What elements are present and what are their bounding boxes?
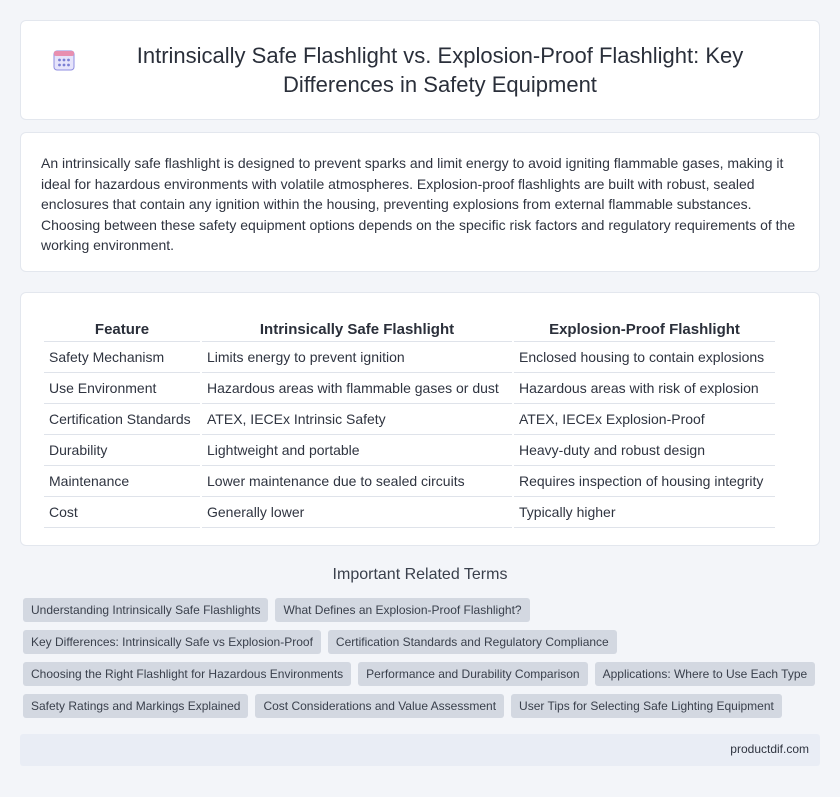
- related-term-tag[interactable]: Cost Considerations and Value Assessment: [255, 694, 504, 718]
- title-wrap: [21, 41, 819, 99]
- header-feature: Feature: [44, 317, 200, 342]
- table-row: [44, 435, 775, 466]
- related-term-tag[interactable]: Key Differences: Intrinsically Safe vs Explosion-Proof: [23, 630, 321, 654]
- intro-paragraph: An intrinsically safe flashlight is designed to prevent sparks and limit energy to avoid igniting flammable gases, making it ideal for hazardous environments with volatile atmospheres. Explosion-proof flashlights are built with robust, sealed enclosures that contain any ignition within the housing, preventing explosions from external flammable substances. Choosing between these safety equipment options depends on the specific risk factors and regulatory requirements of the working environment.: [41, 155, 796, 253]
- related-term-tag[interactable]: User Tips for Selecting Safe Lighting Equipment: [511, 694, 782, 718]
- related-term-tag[interactable]: Choosing the Right Flashlight for Hazardous Environments: [23, 662, 351, 686]
- page-title: Intrinsically Safe Flashlight vs. Explosion-Proof Flashlight: Key Differences in Safety Equipment: [136, 43, 744, 97]
- footer: [20, 734, 820, 766]
- header-card: [20, 20, 820, 120]
- table-row: [44, 404, 775, 435]
- related-term-tag[interactable]: What Defines an Explosion-Proof Flashlight?: [275, 598, 529, 622]
- table-row: [44, 342, 775, 373]
- related-terms-tags: [20, 592, 820, 718]
- table-cell: Lower maintenance due to sealed circuits: [202, 466, 512, 497]
- table-cell: Safety Mechanism: [44, 342, 200, 373]
- table-cell: ATEX, IECEx Intrinsic Safety: [202, 404, 512, 435]
- intro-card: [20, 132, 820, 272]
- table-cell: Certification Standards: [44, 404, 200, 435]
- header-explosion-proof: Explosion-Proof Flashlight: [514, 317, 775, 342]
- related-term-tag[interactable]: Safety Ratings and Markings Explained: [23, 694, 248, 718]
- table-cell: Enclosed housing to contain explosions: [514, 342, 775, 373]
- table-row: [44, 373, 775, 404]
- footer-site-link[interactable]: productdif.com: [730, 742, 809, 756]
- related-terms-section: [20, 560, 820, 718]
- grid-calendar-icon: [51, 47, 77, 73]
- table-cell: Durability: [44, 435, 200, 466]
- table-cell: Lightweight and portable: [202, 435, 512, 466]
- table-cell: Generally lower: [202, 497, 512, 528]
- table-cell: Hazardous areas with risk of explosion: [514, 373, 775, 404]
- table-cell: Hazardous areas with flammable gases or dust: [202, 373, 512, 404]
- table-cell: Limits energy to prevent ignition: [202, 342, 512, 373]
- comparison-table-card: [20, 292, 820, 546]
- table-cell: Use Environment: [44, 373, 200, 404]
- related-term-tag[interactable]: Applications: Where to Use Each Type: [595, 662, 816, 686]
- table-cell: Typically higher: [514, 497, 775, 528]
- table-cell: ATEX, IECEx Explosion-Proof: [514, 404, 775, 435]
- table-header-row: [44, 317, 775, 342]
- table-row: [44, 466, 775, 497]
- related-term-tag[interactable]: Certification Standards and Regulatory Compliance: [328, 630, 617, 654]
- related-terms-title: Important Related Terms: [332, 566, 508, 583]
- table-cell: Maintenance: [44, 466, 200, 497]
- table-cell: Requires inspection of housing integrity: [514, 466, 775, 497]
- related-term-tag[interactable]: Performance and Durability Comparison: [358, 662, 587, 686]
- related-term-tag[interactable]: Understanding Intrinsically Safe Flashlights: [23, 598, 268, 622]
- header-intrinsically-safe: Intrinsically Safe Flashlight: [202, 317, 512, 342]
- table-row: [44, 497, 775, 528]
- comparison-table: [42, 317, 777, 528]
- table-cell: Cost: [44, 497, 200, 528]
- table-cell: Heavy-duty and robust design: [514, 435, 775, 466]
